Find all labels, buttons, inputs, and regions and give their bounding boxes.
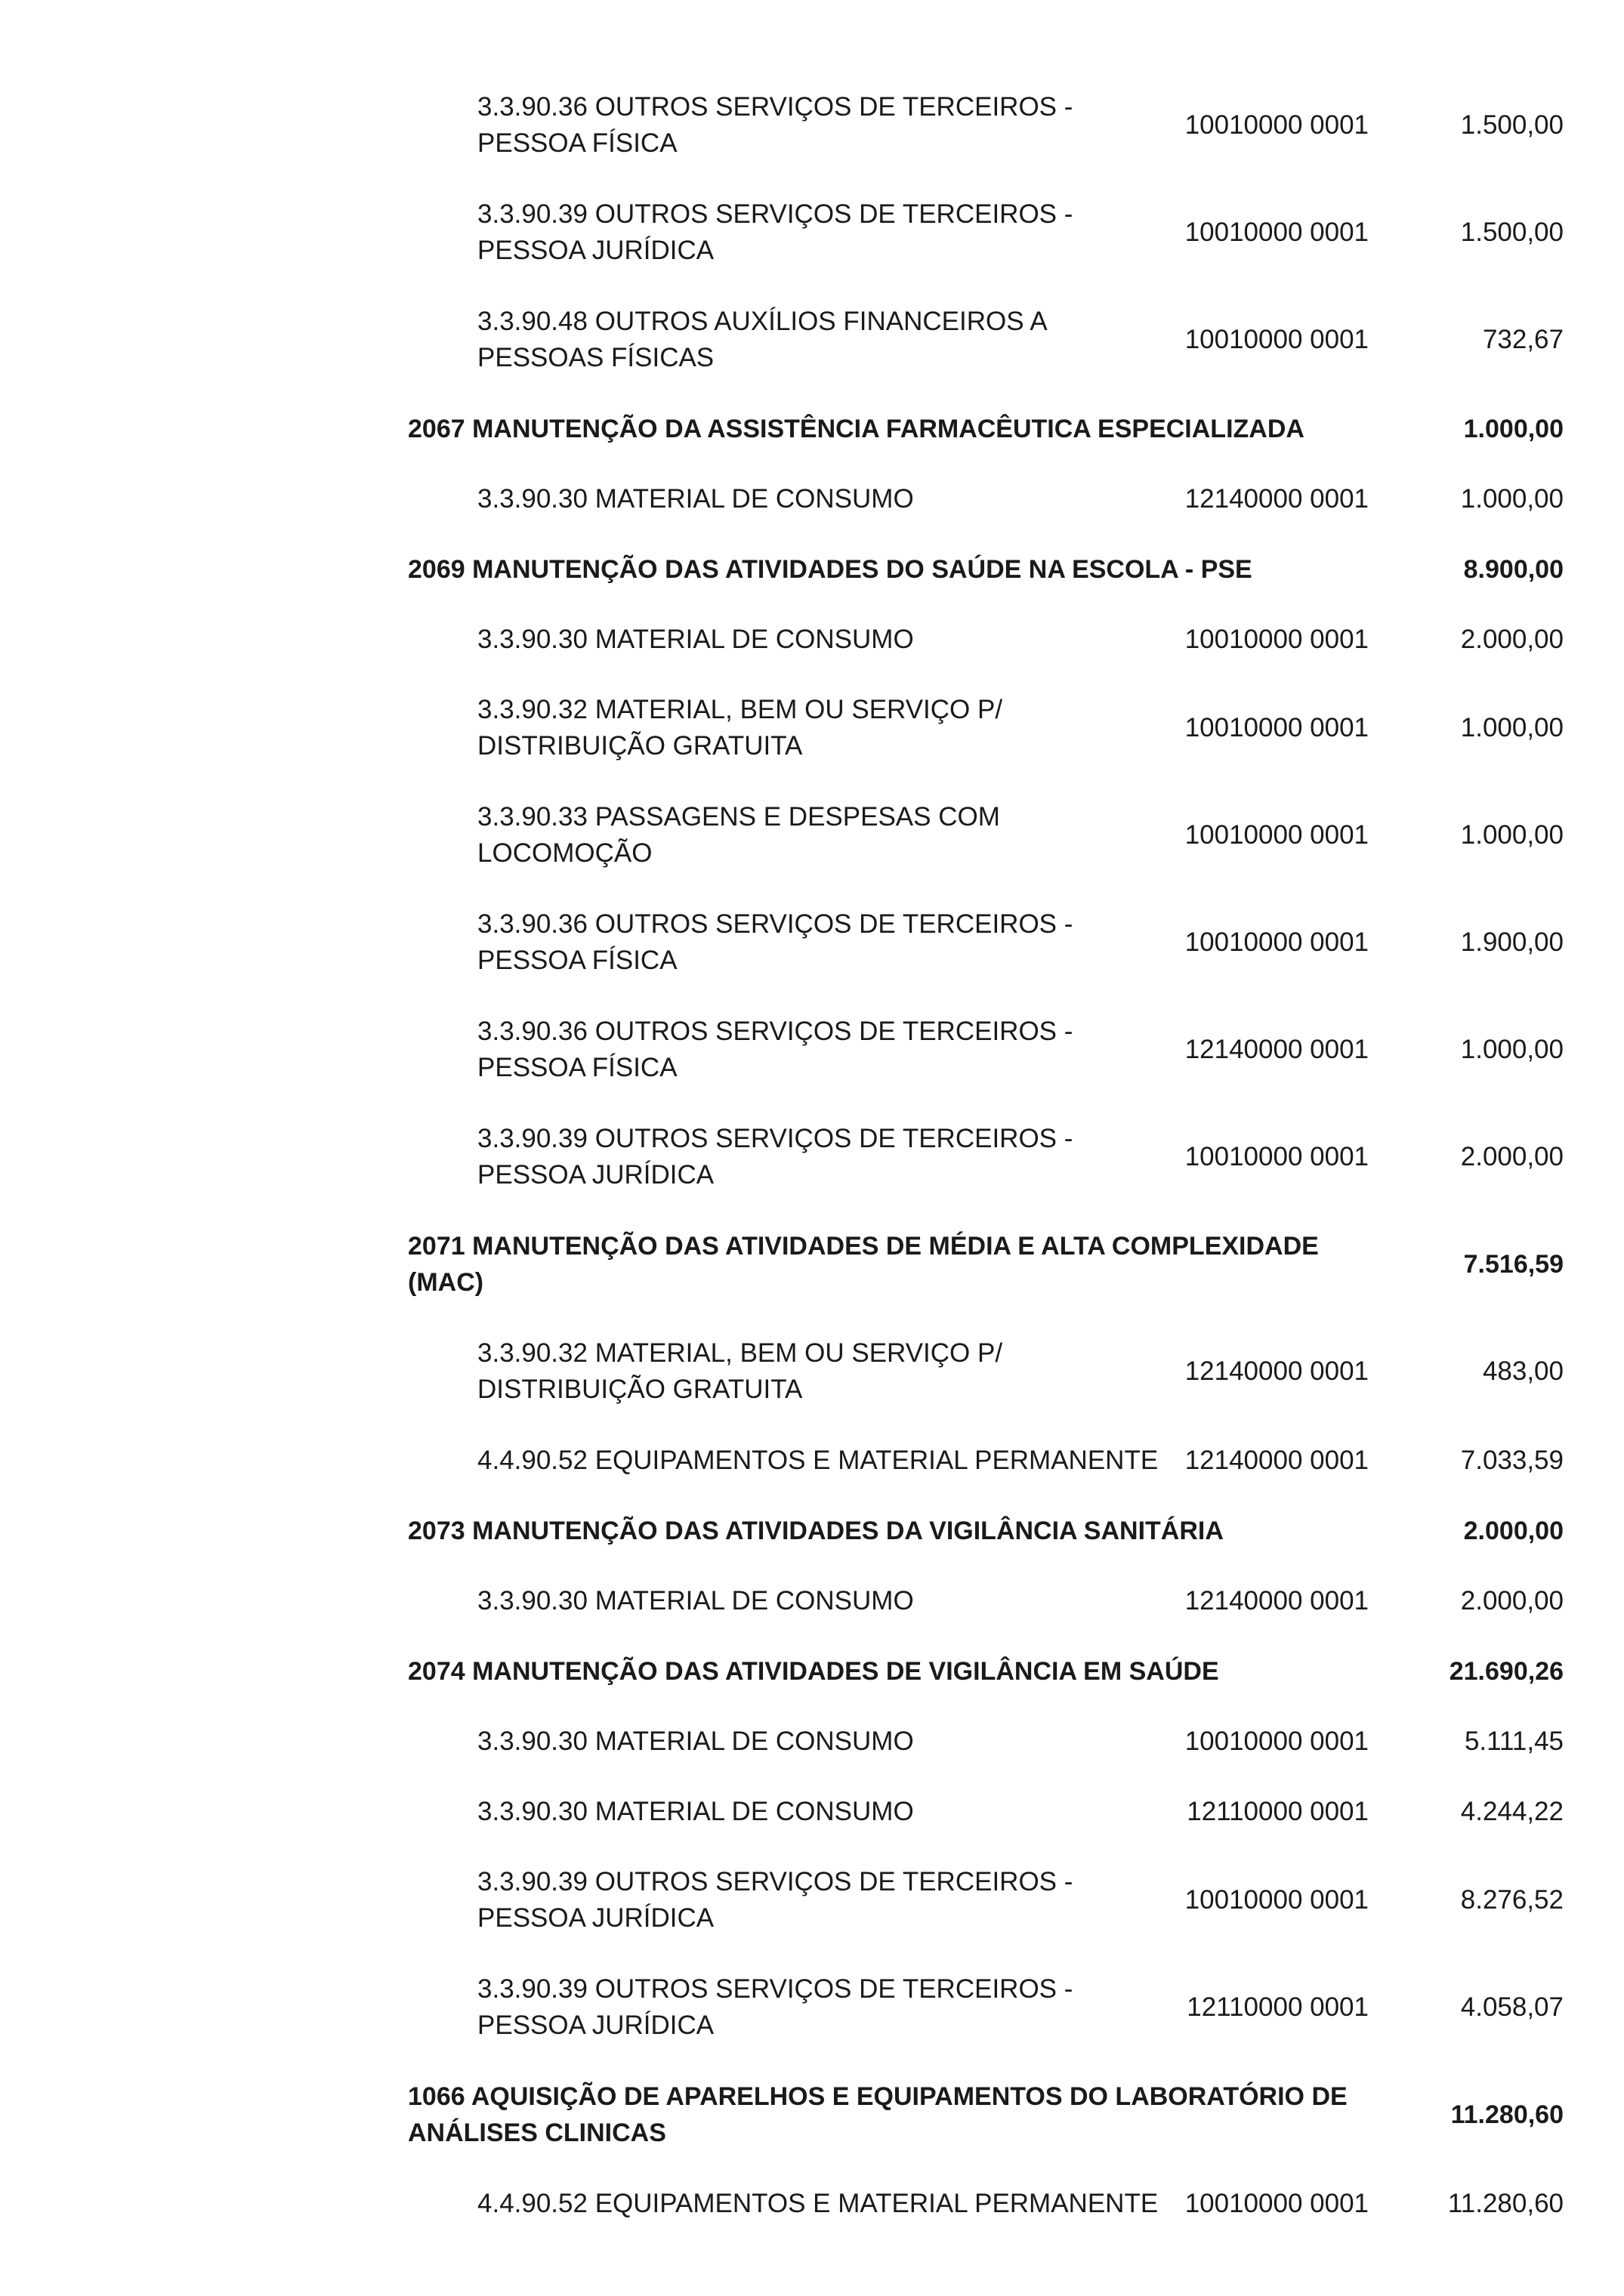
resource-code: 10010000 0001 (1184, 110, 1369, 140)
expense-item-row (408, 782, 1564, 889)
resource-code: 12140000 0001 (1184, 483, 1369, 514)
expense-value: 8.276,52 (1460, 1885, 1564, 1915)
resource-code: 10010000 0001 (1184, 1726, 1369, 1756)
action-title: 2074 MANUTENÇÃO DAS ATIVIDADES DE VIGILÂNCIA EM SAÚDE (408, 1656, 1219, 1686)
action-title: 2073 MANUTENÇÃO DAS ATIVIDADES DA VIGILÂNCIA SANITÁRIA (408, 1516, 1224, 1545)
resource-code: 10010000 0001 (1184, 624, 1369, 654)
expense-description: 3.3.90.30 MATERIAL DE CONSUMO (477, 624, 914, 654)
resource-code: 10010000 0001 (1184, 713, 1369, 742)
expense-item-row (408, 464, 1564, 534)
expense-description: 3.3.90.32 MATERIAL, BEM OU SERVIÇO P/ DISTRIBUIÇÃO GRATUITA (477, 695, 1003, 761)
expense-value: 7.033,59 (1460, 1445, 1564, 1475)
expense-item-row (408, 1425, 1564, 1495)
expense-item-row (408, 1954, 1564, 2061)
expense-value: 1.000,00 (1460, 820, 1564, 850)
resource-code: 10010000 0001 (1184, 1142, 1369, 1171)
action-header-row (408, 393, 1564, 464)
expense-item-row (408, 1318, 1564, 1425)
resource-code: 10010000 0001 (1184, 927, 1369, 957)
expense-item-row (408, 179, 1564, 286)
expense-value: 4.058,07 (1460, 1992, 1564, 2022)
expense-value: 483,00 (1482, 1356, 1564, 1386)
expense-description: 3.3.90.48 OUTROS AUXÍLIOS FINANCEIROS A PESSOAS FÍSICAS (477, 307, 1046, 372)
resource-code: 10010000 0001 (1184, 218, 1369, 247)
action-header-row (408, 2061, 1564, 2168)
expense-description: 3.3.90.30 MATERIAL DE CONSUMO (477, 1726, 914, 1756)
expense-item-row (408, 72, 1564, 179)
resource-code: 10010000 0001 (1184, 820, 1369, 850)
action-title: 2069 MANUTENÇÃO DAS ATIVIDADES DO SAÚDE NA ESCOLA - PSE (408, 554, 1252, 584)
expense-value: 4.244,22 (1460, 1796, 1564, 1826)
resource-code: 12110000 0001 (1187, 1796, 1369, 1826)
expense-description: 3.3.90.33 PASSAGENS E DESPESAS COM LOCOMOÇÃO (477, 802, 1000, 868)
action-header-row (408, 1211, 1564, 1318)
expense-item-row (408, 1706, 1564, 1776)
resource-code: 12140000 0001 (1184, 1356, 1369, 1386)
expense-value: 1.000,00 (1460, 1035, 1564, 1064)
action-header-row (408, 1636, 1564, 1706)
action-total: 1.000,00 (1463, 414, 1564, 443)
action-header-row (408, 1495, 1564, 1566)
resource-code: 10010000 0001 (1184, 325, 1369, 354)
resource-code: 12140000 0001 (1184, 1035, 1369, 1064)
resource-code: 10010000 0001 (1184, 1885, 1369, 1915)
expense-value: 2.000,00 (1460, 624, 1564, 654)
expense-description: 3.3.90.36 OUTROS SERVIÇOS DE TERCEIROS - PESSOA FÍSICA (477, 1017, 1073, 1082)
expense-description: 3.3.90.30 MATERIAL DE CONSUMO (477, 1796, 914, 1826)
expense-item-row (408, 674, 1564, 782)
expense-description: 3.3.90.36 OUTROS SERVIÇOS DE TERCEIROS - PESSOA FÍSICA (477, 909, 1073, 975)
budget-table (408, 72, 1564, 2239)
expense-item-row (408, 889, 1564, 996)
resource-code: 12140000 0001 (1184, 1445, 1369, 1475)
action-total: 2.000,00 (1463, 1516, 1564, 1545)
expense-description: 3.3.90.36 OUTROS SERVIÇOS DE TERCEIROS - PESSOA FÍSICA (477, 92, 1073, 158)
expense-description: 3.3.90.32 MATERIAL, BEM OU SERVIÇO P/ DISTRIBUIÇÃO GRATUITA (477, 1338, 1003, 1404)
action-total: 21.690,26 (1449, 1656, 1564, 1686)
expense-item-row (408, 996, 1564, 1103)
resource-code: 10010000 0001 (1184, 2188, 1369, 2218)
expense-description: 4.4.90.52 EQUIPAMENTOS E MATERIAL PERMANENTE (477, 2188, 1159, 2218)
expense-value: 2.000,00 (1460, 1585, 1564, 1616)
expense-item-row (408, 1776, 1564, 1847)
expense-item-row (408, 2168, 1564, 2239)
expense-item-row (408, 604, 1564, 674)
resource-code: 12110000 0001 (1187, 1992, 1369, 2022)
expense-value: 1.000,00 (1460, 713, 1564, 742)
expense-value: 732,67 (1482, 325, 1564, 354)
expense-value: 5.111,45 (1464, 1726, 1564, 1756)
expense-description: 4.4.90.52 EQUIPAMENTOS E MATERIAL PERMANENTE (477, 1445, 1159, 1475)
expense-description: 3.3.90.39 OUTROS SERVIÇOS DE TERCEIROS - PESSOA JURÍDICA (477, 199, 1073, 265)
expense-description: 3.3.90.30 MATERIAL DE CONSUMO (477, 483, 914, 514)
resource-code: 12140000 0001 (1184, 1585, 1369, 1616)
expense-item-row (408, 1566, 1564, 1636)
action-total: 11.280,60 (1450, 2100, 1564, 2129)
expense-description: 3.3.90.39 OUTROS SERVIÇOS DE TERCEIROS - PESSOA JURÍDICA (477, 1974, 1073, 2040)
expense-value: 11.280,60 (1447, 2188, 1564, 2218)
expense-description: 3.3.90.39 OUTROS SERVIÇOS DE TERCEIROS - PESSOA JURÍDICA (477, 1867, 1073, 1933)
expense-item-row (408, 1103, 1564, 1211)
expense-description: 3.3.90.39 OUTROS SERVIÇOS DE TERCEIROS - PESSOA JURÍDICA (477, 1124, 1073, 1190)
expense-description: 3.3.90.30 MATERIAL DE CONSUMO (477, 1585, 914, 1616)
expense-value: 1.500,00 (1460, 218, 1564, 247)
action-header-row (408, 534, 1564, 604)
action-title: 1066 AQUISIÇÃO DE APARELHOS E EQUIPAMENTOS DO LABORATÓRIO DE ANÁLISES CLINICAS (408, 2082, 1348, 2147)
action-title: 2067 MANUTENÇÃO DA ASSISTÊNCIA FARMACÊUTICA ESPECIALIZADA (408, 414, 1304, 443)
action-total: 7.516,59 (1463, 1250, 1564, 1279)
expense-value: 1.900,00 (1460, 927, 1564, 957)
expense-value: 2.000,00 (1460, 1142, 1564, 1171)
expense-item-row (408, 286, 1564, 393)
expense-value: 1.500,00 (1460, 110, 1564, 140)
action-total: 8.900,00 (1463, 554, 1564, 584)
action-title: 2071 MANUTENÇÃO DAS ATIVIDADES DE MÉDIA E ALTA COMPLEXIDADE (MAC) (408, 1232, 1319, 1297)
expense-item-row (408, 1847, 1564, 1954)
expense-value: 1.000,00 (1460, 483, 1564, 514)
